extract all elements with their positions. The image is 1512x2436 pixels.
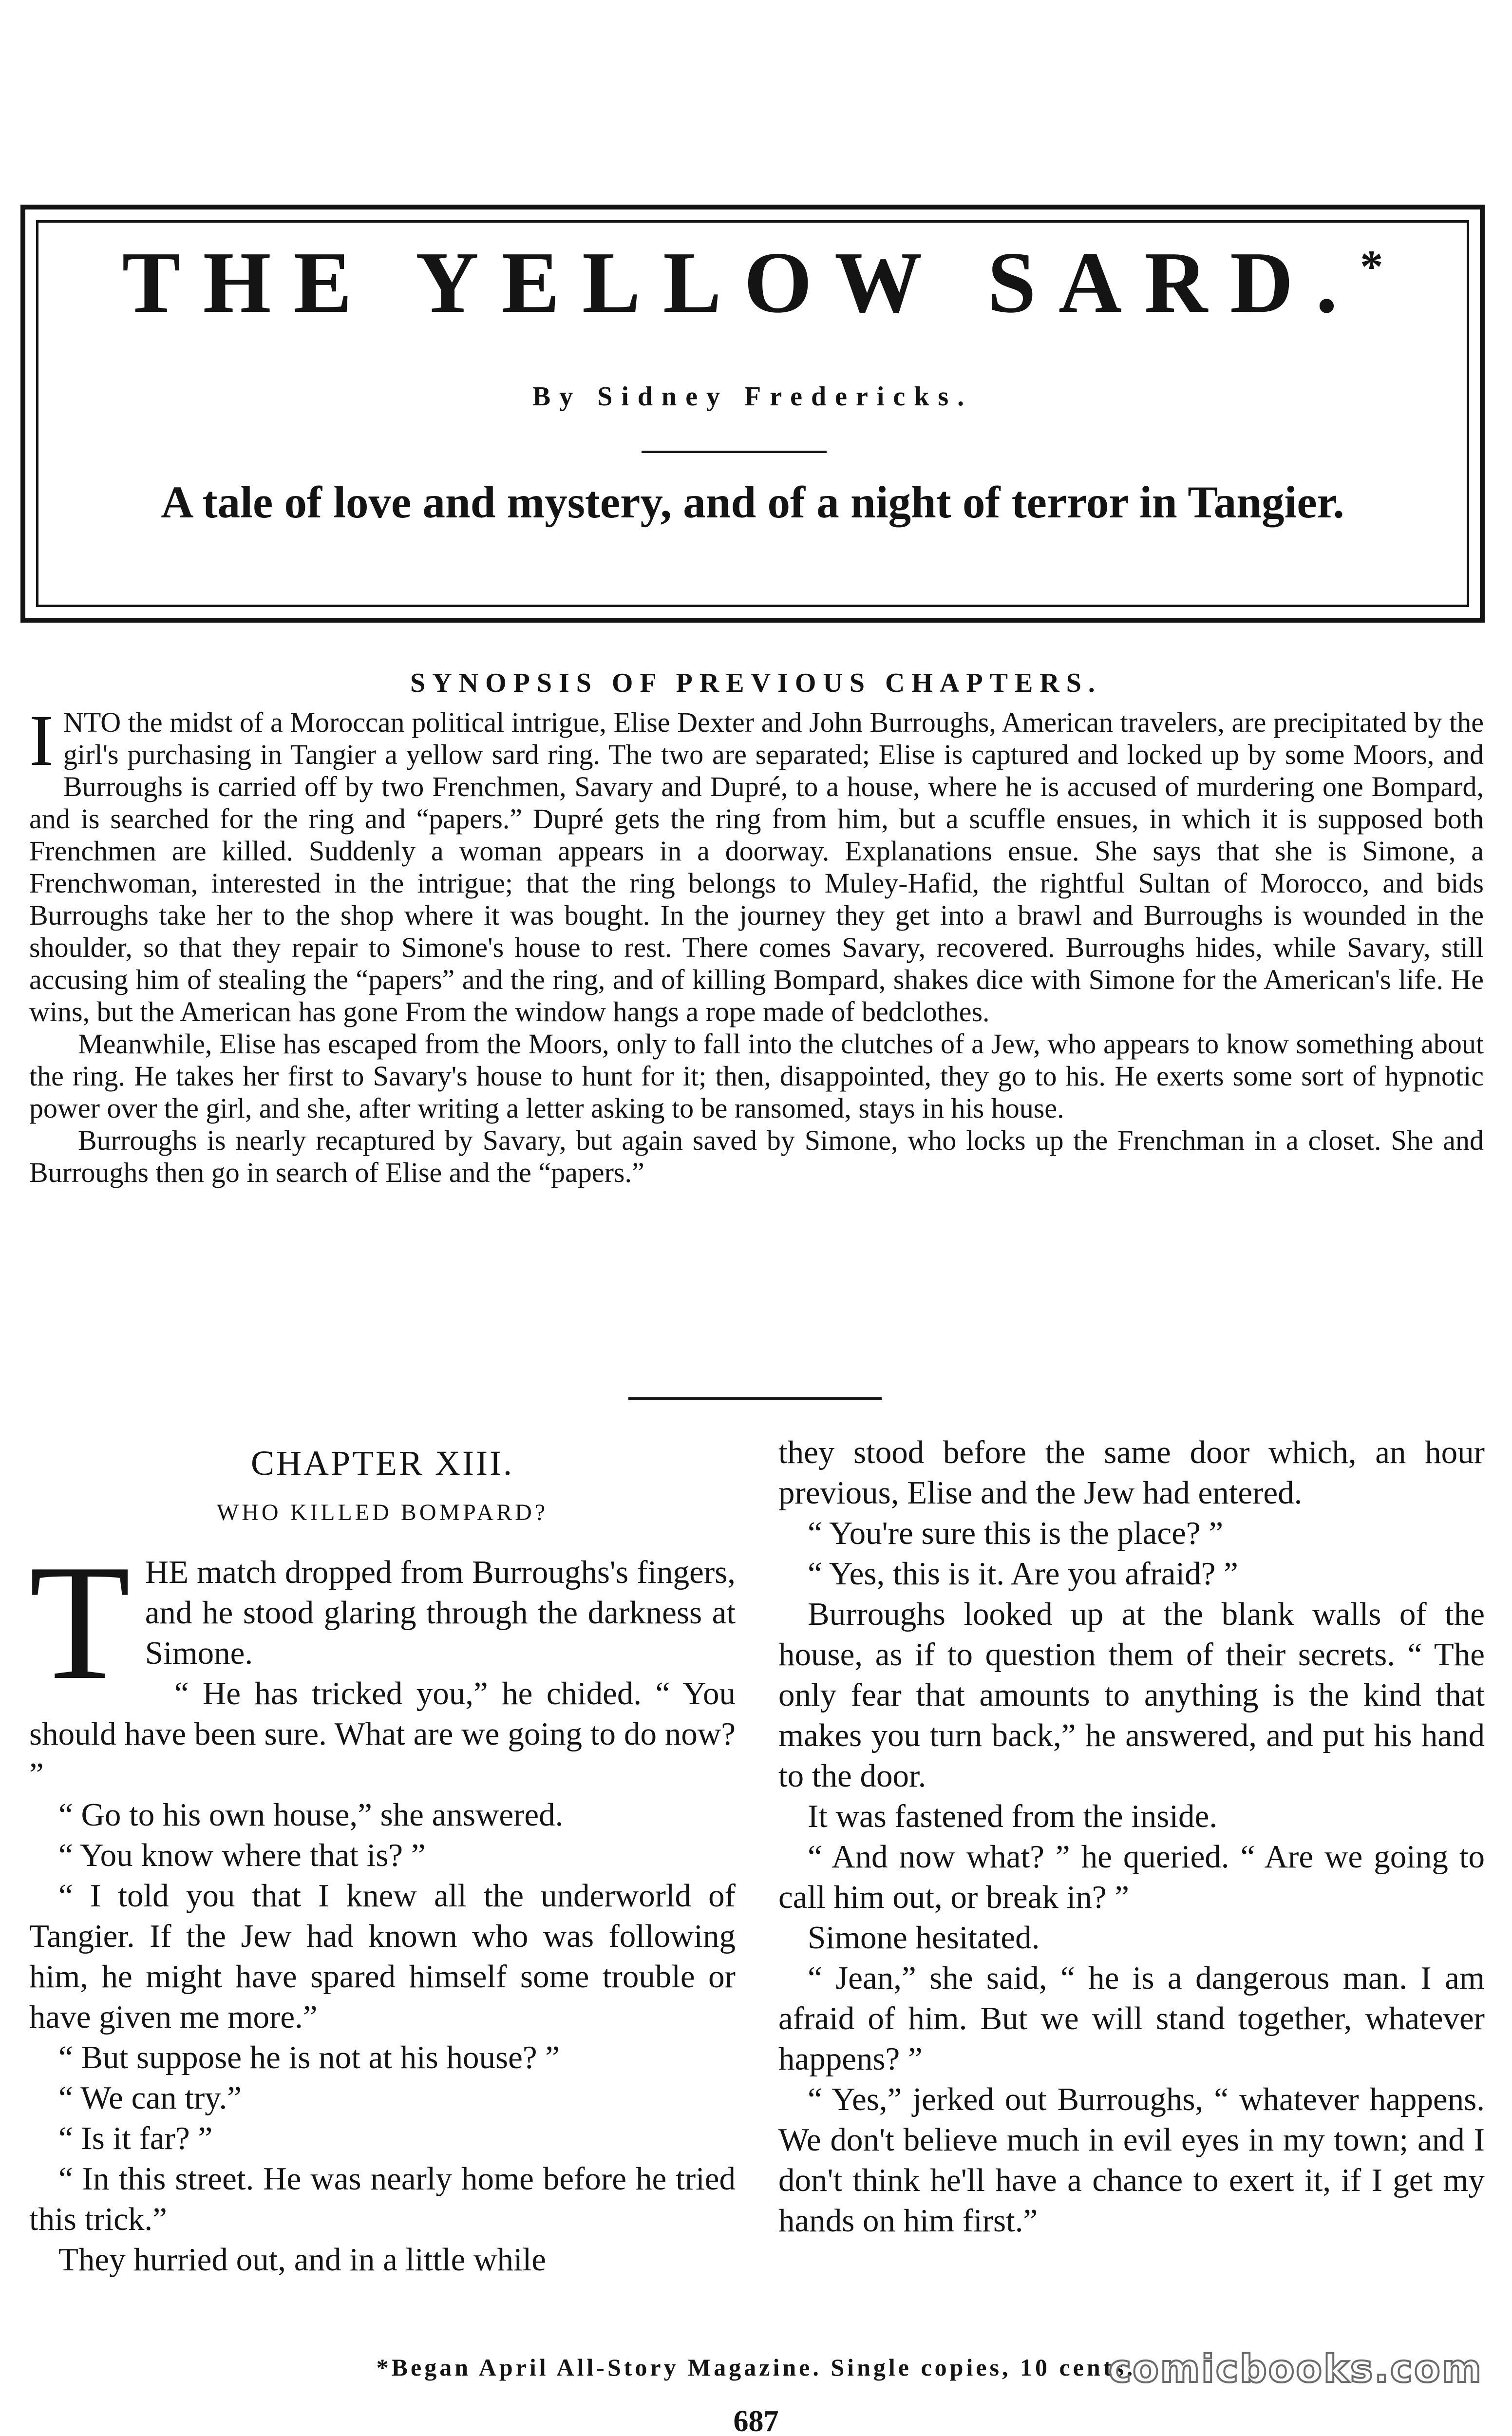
page-number: 687 xyxy=(733,2405,779,2436)
body-paragraph: “ Go to his own house,” she answered. xyxy=(58,1797,564,1833)
chapter-title: CHAPTER XIII. xyxy=(251,1444,514,1483)
story-tagline: A tale of love and mystery, and of a night of terror in Tangier. xyxy=(161,477,1344,528)
author-byline: By Sidney Fredericks. xyxy=(532,381,973,412)
body-paragraph: “ Yes,” jerked out Burroughs, “ whatever happens. We don't believe much in evil eyes in my town; and I don't think he'll have a chance to exert it, if I get my hands on him first.” xyxy=(778,2081,1485,2239)
body-paragraph: “ You know where that is? ” xyxy=(58,1837,426,1873)
footnote: *Began April All-Story Magazine. Single copies, 10 cents. xyxy=(376,2354,1136,2381)
story-title-text: THE YELLOW SARD. xyxy=(122,234,1360,331)
right-column xyxy=(778,1432,1485,2241)
site-watermark: comicbooks.com xyxy=(1108,2347,1483,2391)
body-paragraph: Simone hesitated. xyxy=(808,1920,1040,1956)
body-paragraph: “ You're sure this is the place? ” xyxy=(808,1515,1224,1551)
body-paragraph: It was fastened from the inside. xyxy=(808,1798,1217,1834)
body-paragraph: “ We can try.” xyxy=(58,2080,242,2116)
synopsis-drop-cap: I xyxy=(29,700,54,781)
title-box xyxy=(20,205,1485,623)
synopsis-divider xyxy=(628,1397,882,1400)
body-paragraph: “ Jean,” she said, “ he is a dangerous man. I am afraid of him. But we will stand together, whatever happens? ” xyxy=(778,1960,1485,2077)
synopsis-text xyxy=(29,700,1484,1189)
body-paragraph: “ I told you that I knew all the underworld of Tangier. If the Jew had known who was following him, he might have spared himself some trouble or have given me more.” xyxy=(29,1878,736,2035)
synopsis-paragraph: Burroughs is nearly recaptured by Savary, but again saved by Simone, who locks up the Frenchman in a closet. She and Burroughs then go in search of Elise and the “papers.” xyxy=(29,1124,1484,1188)
body-paragraph: They hurried out, and in a little while xyxy=(58,2242,547,2278)
body-paragraph: “ And now what? ” he queried. “ Are we going to call him out, or break in? ” xyxy=(778,1839,1485,1915)
body-paragraph: “ He has tricked you,” he chided. “ You should have been sure. What are we going to do now? ” xyxy=(29,1675,736,1792)
body-paragraph: “ Is it far? ” xyxy=(58,2120,213,2156)
body-paragraph: they stood before the same door which, an hour previous, Elise and the Jew had entered. xyxy=(778,1434,1485,1511)
synopsis-heading: SYNOPSIS OF PREVIOUS CHAPTERS. xyxy=(410,668,1102,698)
title-divider xyxy=(642,451,827,453)
body-paragraph: “ But suppose he is not at his house? ” xyxy=(58,2039,560,2075)
story-title xyxy=(25,234,1480,331)
synopsis-paragraph-1-text: NTO the midst of a Moroccan political intrigue, Elise Dexter and John Burroughs, American travelers, are precipitated by the girl's purchasing in Tangier a yellow sard ring. The two are separated; Elise is captured and locked up by some Moors, and Burroughs is carried off by two Frenchmen, Savary and Dupré, to a house, where he is accused of murdering one Bompard, and is searched for the ring and “papers.” Dupré gets the ring from him, but a scuffle ensues, in which it is supposed both Frenchmen are killed. Suddenly a woman appears in a doorway. Explanations ensue. She says that she is Simone, a Frenchwoman, interested in the intrigue; that the ring belongs to Muley-Hafid, the rightful Sultan of Morocco, and bids Burroughs take her to the shop where it was bought. In the journey they get into a brawl and Burroughs is wounded in the shoulder, so that they repair to Simone's house to rest. There comes Savary, recovered. Burroughs hides, while Savary, still accusing him of stealing the “papers” and the ring, and of killing Bompard, shakes dice with Simone for the American's life. He wins, but the American has gone From the window hangs a rope made of bedclothes. xyxy=(29,706,1484,1028)
body-paragraph: Burroughs looked up at the blank walls of the house, as if to question them of their secrets. “ The only fear that amounts to anything is the kind that makes you turn back,” he answered, and put his hand to the door. xyxy=(778,1596,1485,1794)
chapter-subtitle: WHO KILLED BOMPARD? xyxy=(216,1500,548,1525)
synopsis-paragraph xyxy=(29,700,1484,1028)
body-paragraph: “ In this street. He was nearly home before he tried this trick.” xyxy=(29,2161,736,2237)
left-column xyxy=(29,1432,736,2280)
chapter-drop-cap: T xyxy=(29,1530,131,1714)
synopsis-paragraph: Meanwhile, Elise has escaped from the Moors, only to fall into the clutches of a Jew, who appears to know something about the ring. He takes her first to Savary's house to hunt for it; then, disappointed, they go to his. He exerts some sort of hypnotic power over the girl, and she, after writing a letter asking to be ransomed, stays in his house. xyxy=(29,1028,1484,1124)
body-paragraph-text: HE match dropped from Burroughs's fingers, and he stood glaring through the darkness at Simone. xyxy=(145,1554,736,1671)
body-paragraph: “ Yes, this is it. Are you afraid? ” xyxy=(808,1556,1238,1592)
title-footnote-mark: * xyxy=(1360,241,1383,292)
body-paragraph xyxy=(29,1530,736,1714)
